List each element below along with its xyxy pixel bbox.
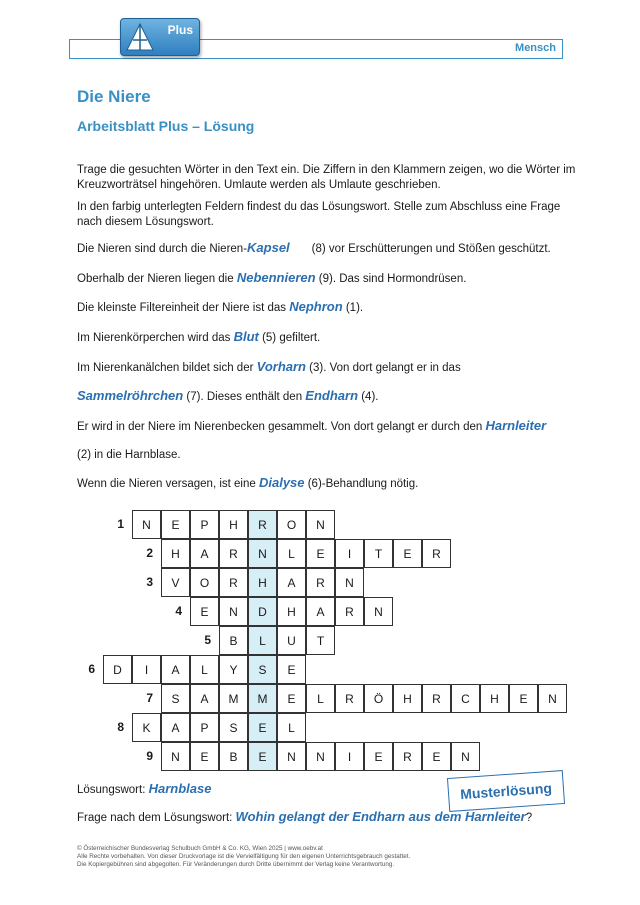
crossword-cell[interactable]: S — [219, 713, 248, 742]
question-text: Wohin gelangt der Endharn aus dem Harnleiter — [235, 809, 526, 824]
row-number: 4 — [175, 604, 182, 618]
sentence-1 — [77, 240, 551, 257]
sentence-text: (4). — [358, 391, 379, 403]
crossword-cell[interactable]: R — [335, 597, 364, 626]
answer-blut: Blut — [233, 329, 259, 344]
crossword-cell[interactable]: S — [161, 684, 190, 713]
musterloesung-stamp: Musterlösung — [447, 770, 565, 812]
crossword-cell[interactable]: L — [190, 655, 219, 684]
crossword-cell[interactable]: Y — [219, 655, 248, 684]
row-number: 2 — [146, 546, 153, 560]
answer-harnleiter: Harnleiter — [485, 418, 547, 433]
crossword-cell[interactable]: T — [306, 626, 335, 655]
crossword-cell[interactable]: N — [161, 742, 190, 771]
crossword-cell[interactable]: O — [190, 568, 219, 597]
answer-sammelroehrchen: Sammelröhrchen — [77, 388, 184, 403]
copyright-line: Alle Rechte vorbehalten. Von dieser Druckvorlage ist die Vervielfältigung für den eigenen Unterrichtsgebrauch gestattet. — [77, 853, 411, 860]
crossword-cell[interactable]: P — [190, 510, 219, 539]
page-subtitle: Arbeitsblatt Plus – Lösung — [77, 118, 255, 134]
question-label: Frage nach dem Lösungswort: — [77, 812, 233, 824]
sentence-text: Die Nieren sind durch die Nieren- — [77, 243, 248, 255]
sentence-text: Wenn die Nieren versagen, ist eine — [77, 478, 259, 490]
solution-cell[interactable]: R — [248, 510, 277, 539]
crossword-cell[interactable]: A — [306, 597, 335, 626]
plus-logo — [120, 18, 200, 56]
sentence-2 — [77, 270, 466, 287]
sentence-7 — [77, 418, 546, 435]
crossword-cell[interactable]: O — [277, 510, 306, 539]
solution-word: Harnblase — [148, 781, 212, 796]
solution-line — [77, 781, 211, 798]
crossword-cell[interactable]: R — [393, 742, 422, 771]
crossword-cell[interactable]: N — [132, 510, 161, 539]
crossword-cell[interactable]: E — [190, 742, 219, 771]
sentence-text: Er wird in der Niere im Nierenbecken gesammelt. Von dort gelangt er durch den — [77, 421, 486, 433]
sentence-text: (9). Das sind Hormondrüsen. — [315, 273, 467, 285]
answer-endharn: Endharn — [305, 388, 359, 403]
crossword-cell[interactable]: E — [161, 510, 190, 539]
sentence-text: (3). Von dort gelangt er in das — [305, 362, 461, 374]
sentence-text: (7). Dieses enthält den — [183, 391, 306, 403]
solution-cell[interactable]: E — [248, 742, 277, 771]
crossword-cell[interactable]: E — [422, 742, 451, 771]
crossword-cell[interactable]: N — [538, 684, 567, 713]
answer-nebennieren: Nebennieren — [236, 270, 316, 285]
solution-cell[interactable]: M — [248, 684, 277, 713]
crossword-cell[interactable]: V — [161, 568, 190, 597]
sentence-9 — [77, 475, 418, 492]
crossword-cell[interactable]: R — [335, 684, 364, 713]
crossword-cell[interactable]: R — [219, 568, 248, 597]
crossword-cell[interactable]: I — [335, 742, 364, 771]
subject-label: Mensch — [515, 42, 556, 54]
crossword-cell[interactable]: D — [103, 655, 132, 684]
crossword-cell[interactable]: E — [277, 684, 306, 713]
sentence-8 — [77, 447, 181, 463]
crossword-cell[interactable]: B — [219, 626, 248, 655]
crossword-cell[interactable]: B — [219, 742, 248, 771]
solution-cell[interactable]: N — [248, 539, 277, 568]
solution-cell[interactable]: D — [248, 597, 277, 626]
crossword-cell[interactable]: N — [219, 597, 248, 626]
answer-vorharn: Vorharn — [256, 359, 306, 374]
row-number: 1 — [117, 517, 124, 531]
crossword-cell[interactable]: N — [277, 742, 306, 771]
crossword-cell[interactable]: R — [422, 539, 451, 568]
crossword-cell[interactable]: R — [422, 684, 451, 713]
crossword-cell[interactable]: L — [306, 684, 335, 713]
solution-label: Lösungswort: — [77, 784, 146, 796]
sentence-5 — [77, 359, 461, 376]
row-number: 8 — [117, 720, 124, 734]
answer-dialyse: Dialyse — [258, 475, 305, 490]
sentence-text: Im Nierenkörperchen wird das — [77, 332, 234, 344]
sentence-text: (8) vor Erschütterungen und Stößen geschützt. — [311, 243, 551, 255]
copyright-notice — [77, 845, 597, 869]
crossword-cell[interactable]: C — [451, 684, 480, 713]
crossword-cell[interactable]: Ö — [364, 684, 393, 713]
sentence-text: Oberhalb der Nieren liegen die — [77, 273, 237, 285]
crossword-cell[interactable]: H — [161, 539, 190, 568]
crossword-cell[interactable]: R — [219, 539, 248, 568]
copyright-line: © Österreichischer Bundesverlag Schulbuch GmbH & Co. KG, Wien 2025 | www.oebv.at — [77, 845, 323, 852]
crossword-cell[interactable]: A — [161, 713, 190, 742]
crossword-cell[interactable]: L — [277, 713, 306, 742]
sentence-6 — [77, 388, 378, 405]
crossword-cell[interactable]: H — [480, 684, 509, 713]
crossword-cell[interactable]: A — [161, 655, 190, 684]
instruction-2: In den farbig unterlegten Feldern findest du das Lösungswort. Stelle zum Abschluss eine Frage nach diesem Lösungswort. — [77, 201, 561, 228]
copyright-line: Die Kopiergebühren sind abgegolten. Für Veränderungen durch Dritte übernimmt der Verlag keine Verantwortung. — [77, 861, 395, 868]
triangle-logo-icon — [125, 22, 155, 52]
crossword-cell[interactable]: N — [364, 597, 393, 626]
sentence-text: Die kleinste Filtereinheit der Niere ist das — [77, 302, 290, 314]
crossword-cell[interactable]: H — [219, 510, 248, 539]
sentence-text: (6)-Behandlung nötig. — [304, 478, 419, 490]
answer-nephron: Nephron — [289, 299, 343, 314]
row-number: 3 — [146, 575, 153, 589]
crossword-cell[interactable]: T — [364, 539, 393, 568]
crossword-cell[interactable]: H — [393, 684, 422, 713]
crossword-cell[interactable]: A — [190, 539, 219, 568]
solution-cell[interactable]: H — [248, 568, 277, 597]
logo-text: Plus — [167, 23, 193, 37]
crossword-cell[interactable]: H — [277, 597, 306, 626]
crossword-cell[interactable]: N — [451, 742, 480, 771]
sentence-4 — [77, 329, 320, 346]
page-title: Die Niere — [77, 87, 151, 106]
crossword-cell[interactable]: E — [509, 684, 538, 713]
crossword-cell[interactable]: N — [335, 568, 364, 597]
crossword-cell[interactable]: P — [190, 713, 219, 742]
solution-cell[interactable]: E — [248, 713, 277, 742]
answer-kapsel: Kapsel — [247, 240, 290, 255]
crossword-cell[interactable]: E — [306, 539, 335, 568]
row-number: 5 — [204, 633, 211, 647]
sentence-text: (2) in die Harnblase. — [77, 449, 181, 461]
row-number: 6 — [88, 662, 95, 676]
row-number: 7 — [146, 691, 153, 705]
crossword-cell[interactable]: N — [306, 742, 335, 771]
crossword-cell[interactable]: I — [335, 539, 364, 568]
crossword-cell[interactable]: N — [306, 510, 335, 539]
sentence-text: (1). — [342, 302, 364, 314]
sentence-3 — [77, 299, 363, 316]
crossword-cell[interactable]: E — [190, 597, 219, 626]
crossword-cell[interactable]: U — [277, 626, 306, 655]
crossword-cell[interactable]: L — [277, 539, 306, 568]
crossword-cell[interactable]: R — [306, 568, 335, 597]
question-line — [77, 809, 532, 826]
row-number: 9 — [146, 749, 153, 763]
crossword-cell[interactable]: E — [364, 742, 393, 771]
instruction-1: Trage die gesuchten Wörter in den Text ein. Die Ziffern in den Klammern zeigen, wo die Wörter im Kreuzworträtsel hingehören. Umlaute werden als Umlaute geschrieben. — [77, 164, 576, 191]
crossword-cell[interactable]: A — [190, 684, 219, 713]
crossword-cell[interactable]: I — [132, 655, 161, 684]
crossword-cell[interactable]: E — [393, 539, 422, 568]
sentence-text: Im Nierenkanälchen bildet sich der — [77, 362, 257, 374]
crossword-cell[interactable]: A — [277, 568, 306, 597]
crossword-cell[interactable]: K — [132, 713, 161, 742]
question-mark: ? — [525, 812, 533, 824]
crossword-cell[interactable]: E — [277, 655, 306, 684]
solution-cell[interactable]: S — [248, 655, 277, 684]
solution-cell[interactable]: L — [248, 626, 277, 655]
sentence-text: (5) gefiltert. — [258, 332, 321, 344]
crossword-cell[interactable]: M — [219, 684, 248, 713]
